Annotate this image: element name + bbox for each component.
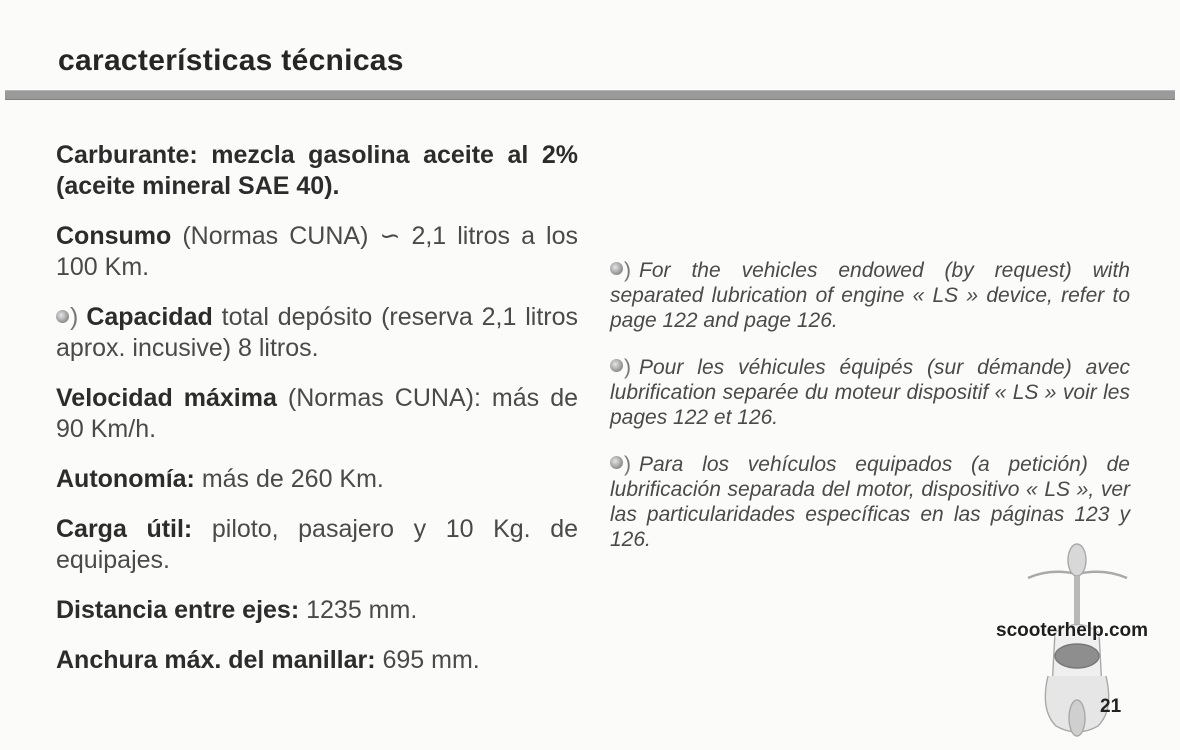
page-title: características técnicas [58, 44, 404, 77]
bullet-dot-icon [610, 456, 623, 469]
bullet-marker: ) [624, 356, 631, 379]
spec-payload-label: Carga útil: [56, 515, 193, 543]
lubrication-notes [610, 258, 1130, 574]
spec-consumption-value: (Normas CUNA) ∽ 2,1 litros a los 100 Km. [56, 222, 578, 281]
spec-tank-value: total depósito (reserva 2,1 litros aprox. incusive) 8 litros. [56, 303, 579, 362]
spec-tank-label: Capacidad [86, 303, 213, 331]
spec-wheelbase-value: 1235 mm. [306, 596, 418, 624]
spec-handlebar-label: Anchura máx. del manillar: [56, 646, 376, 674]
spec-handlebar-value: 695 mm. [382, 646, 480, 674]
bullet-marker: ) [624, 259, 631, 282]
spec-max-speed [56, 383, 578, 445]
spec-consumption [56, 221, 578, 283]
watermark: scooterhelp.com [996, 620, 1149, 641]
spec-payload [56, 514, 578, 576]
note-spanish [610, 452, 1130, 552]
bullet-dot-icon [610, 359, 623, 372]
spec-range-value: más de 260 Km. [201, 465, 384, 493]
spec-payload-value: piloto, pasajero y 10 Kg. de equipajes. [56, 515, 579, 574]
bullet-marker: ) [70, 303, 79, 331]
bullet-marker: ) [624, 453, 631, 476]
spec-fuel: Carburante: mezcla gasolina aceite al 2% (aceite mineral SAE 40). [56, 141, 578, 200]
note-french [610, 355, 1130, 430]
spec-max-speed-value: (Normas CUNA): más de 90 Km/h. [56, 384, 579, 443]
spec-range [56, 464, 578, 495]
note-text: For the vehicles endowed (by request) with separated lubrication of engine « LS » device, refer to page 122 and page 126. [610, 259, 1130, 332]
spec-tank [56, 302, 578, 364]
spec-consumption-label: Consumo [56, 222, 172, 250]
note-text: Pour les véhicules équipés (sur démande) avec lubrification separée du moteur dispositif « LS » voir les pages 122 et 126. [610, 356, 1130, 429]
spec-range-label: Autonomía: [56, 465, 195, 493]
bullet-dot-icon [610, 262, 623, 275]
spec-wheelbase [56, 595, 578, 626]
note-text: Para los vehículos equipados (a petición) de lubrificación separada del motor, dispositivo « LS », ver las particularidades específicas en las páginas 123 y 126. [610, 453, 1130, 551]
spec-list [56, 140, 578, 695]
note-english [610, 258, 1130, 333]
spec-max-speed-label: Velocidad máxima [56, 384, 277, 412]
page-number: 21 [1100, 696, 1122, 717]
header-divider [5, 90, 1175, 100]
spec-wheelbase-label: Distancia entre ejes: [56, 596, 300, 624]
bullet-dot-icon [56, 310, 69, 323]
spec-handlebar [56, 645, 578, 676]
